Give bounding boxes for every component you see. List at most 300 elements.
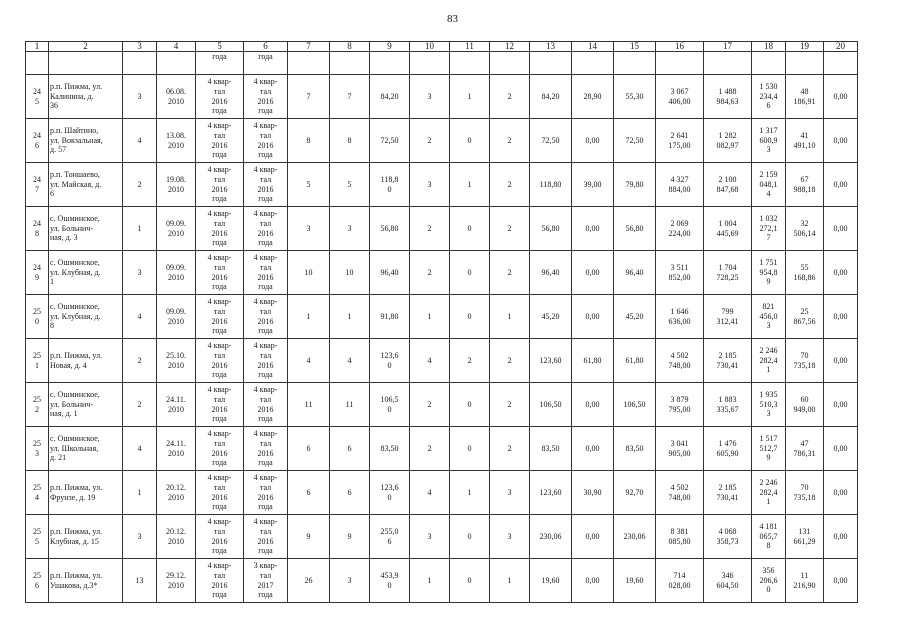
cell-c15: 83,50 <box>614 427 656 471</box>
cell-q2 <box>244 207 288 251</box>
cell-q2 <box>244 295 288 339</box>
cell-c17-line: 346 <box>721 570 734 580</box>
cell-date <box>157 207 196 251</box>
cell-c17-line: 730,41 <box>716 492 739 502</box>
cell-c17-line: 335,67 <box>716 404 739 414</box>
cell-no <box>26 427 49 471</box>
cell-date-line: 2010 <box>168 316 184 326</box>
column-number-cell: 8 <box>330 42 370 52</box>
cell-no <box>26 383 49 427</box>
cell-q1 <box>196 295 244 339</box>
cell-c17 <box>704 427 752 471</box>
cell-c17 <box>704 559 752 603</box>
cell-no-line: 25 <box>33 394 41 404</box>
cell-c18-line: 048,1 <box>759 179 778 189</box>
cell-date <box>157 515 196 559</box>
cell-c17-line: 984,63 <box>716 96 739 106</box>
cell-c16-line: 1 646 <box>670 306 689 316</box>
cell-c14: 28,90 <box>572 75 614 119</box>
cell-q1-line: 4 квар- <box>207 209 232 219</box>
cell-c18-line: 1 032 <box>759 214 778 224</box>
cell-q2-line: тал <box>259 482 272 492</box>
cell-c14: 61,80 <box>572 339 614 383</box>
cell-c17-line: 2 185 <box>718 350 737 360</box>
cell-c18-line: 4 181 <box>759 522 778 532</box>
cell-c7: 11 <box>288 383 330 427</box>
cell-q1-line: 4 квар- <box>207 165 232 175</box>
column-number-cell: 13 <box>530 42 572 52</box>
cell-c16 <box>656 295 704 339</box>
cell-c12: 2 <box>490 163 530 207</box>
empty-cell <box>26 52 49 75</box>
table-row <box>26 251 858 295</box>
cell-c9 <box>370 471 410 515</box>
cell-c10: 4 <box>410 471 450 515</box>
cell-no-line: 0 <box>35 316 39 326</box>
cell-q1-line: года <box>212 150 227 160</box>
cell-q2-line: 2016 <box>257 360 274 370</box>
cell-c7: 5 <box>288 163 330 207</box>
cell-c20: 0,00 <box>824 427 858 471</box>
cell-date <box>157 75 196 119</box>
cell-no-line: 25 <box>33 306 41 316</box>
cell-c15: 45,20 <box>614 295 656 339</box>
cell-c3: 1 <box>123 207 157 251</box>
column-number-cell: 6 <box>244 42 288 52</box>
cell-c15: 55,30 <box>614 75 656 119</box>
cell-c18-line: 282,4 <box>759 487 778 497</box>
cell-c17-line: 4 068 <box>718 526 737 536</box>
cell-addr-line: Ушакова, д.3* <box>50 580 98 590</box>
cell-c16 <box>656 163 704 207</box>
cell-c17 <box>704 471 752 515</box>
column-number-cell: 2 <box>49 42 123 52</box>
cell-c18-line: 9 <box>766 453 771 463</box>
cell-c18-line: 512,7 <box>759 443 778 453</box>
cell-c18-line: 1 317 <box>759 126 778 136</box>
cell-no <box>26 163 49 207</box>
cell-addr <box>49 75 123 119</box>
cell-addr-line: ная, д. 3 <box>50 233 78 243</box>
cell-c19-line: 168,86 <box>793 272 816 282</box>
cell-no-line: 25 <box>33 438 41 448</box>
cell-c16-line: 175,00 <box>668 140 691 150</box>
cell-c16-line: 4 502 <box>670 482 689 492</box>
cell-q1-line: 2016 <box>211 536 228 546</box>
cell-addr-line: ная, д. 1 <box>50 409 78 419</box>
cell-c18 <box>752 163 786 207</box>
cell-c16-line: 3 879 <box>670 394 689 404</box>
cell-c8: 8 <box>330 119 370 163</box>
cell-c16-line: 2 069 <box>670 218 689 228</box>
cell-q2-line: 2016 <box>257 272 274 282</box>
cell-c9 <box>370 515 410 559</box>
column-number-cell: 7 <box>288 42 330 52</box>
cell-q1-line: 4 квар- <box>207 341 232 351</box>
cell-c12: 2 <box>490 383 530 427</box>
cell-q1 <box>196 163 244 207</box>
cell-c9 <box>370 251 410 295</box>
cell-c18-line: 2 159 <box>759 170 778 180</box>
cell-q2-line: года <box>258 414 273 424</box>
cell-c20: 0,00 <box>824 119 858 163</box>
cell-q1-line: 4 квар- <box>207 385 232 395</box>
continuation-cell: года <box>244 52 288 75</box>
cell-q1-line: 4 квар- <box>207 77 232 87</box>
cell-no-line: 5 <box>35 96 39 106</box>
cell-q1-line: 4 квар- <box>207 561 232 571</box>
cell-q1-line: 2016 <box>211 360 228 370</box>
cell-q1-line: года <box>212 546 227 556</box>
cell-c10: 3 <box>410 163 450 207</box>
cell-c19-line: 41 <box>800 130 809 140</box>
cell-c9-line: 118,8 <box>380 174 399 184</box>
cell-c11: 1 <box>450 163 490 207</box>
cell-c20: 0,00 <box>824 75 858 119</box>
cell-c18 <box>752 427 786 471</box>
cell-c10: 2 <box>410 251 450 295</box>
cell-c19-line: 131 <box>798 526 811 536</box>
cell-c17-line: 312,41 <box>716 316 739 326</box>
cell-date-line: 2010 <box>168 404 184 414</box>
cell-c7: 1 <box>288 295 330 339</box>
cell-c16-line: 4 502 <box>670 350 689 360</box>
cell-c13: 123,60 <box>530 471 572 515</box>
cell-c13: 123,60 <box>530 339 572 383</box>
cell-c18-line: 272,1 <box>759 223 778 233</box>
cell-c19 <box>786 295 824 339</box>
cell-c18-line: 1 530 <box>759 82 778 92</box>
cell-q1 <box>196 471 244 515</box>
cell-c3: 3 <box>123 515 157 559</box>
cell-addr <box>49 471 123 515</box>
cell-c19-line: 735,18 <box>793 492 816 502</box>
cell-c16-line: 795,00 <box>668 404 691 414</box>
cell-q2-line: 4 квар- <box>253 473 278 483</box>
cell-c7: 8 <box>288 119 330 163</box>
cell-c9 <box>370 427 410 471</box>
cell-c18-line: 0 <box>766 585 771 595</box>
cell-no-line: 5 <box>35 536 39 546</box>
cell-c20: 0,00 <box>824 163 858 207</box>
cell-c19 <box>786 75 824 119</box>
cell-c8: 6 <box>330 471 370 515</box>
cell-c17-line: 445,69 <box>716 228 739 238</box>
cell-date <box>157 251 196 295</box>
cell-c8: 5 <box>330 163 370 207</box>
cell-c18 <box>752 383 786 427</box>
cell-c8: 1 <box>330 295 370 339</box>
cell-date <box>157 559 196 603</box>
cell-c3: 13 <box>123 559 157 603</box>
cell-c14: 0,00 <box>572 119 614 163</box>
cell-no <box>26 251 49 295</box>
cell-q1-line: года <box>212 502 227 512</box>
cell-q1-line: 4 квар- <box>207 121 232 131</box>
cell-date-line: 2010 <box>168 360 184 370</box>
cell-q2-line: 2016 <box>257 404 274 414</box>
cell-c16-line: 085,80 <box>668 536 691 546</box>
cell-c16-line: 3 067 <box>670 86 689 96</box>
cell-q1-line: года <box>212 282 227 292</box>
cell-date-line: 13.08. <box>166 130 186 140</box>
cell-q1-line: 2016 <box>211 404 228 414</box>
cell-q2-line: тал <box>259 130 272 140</box>
cell-c7: 6 <box>288 471 330 515</box>
cell-c9 <box>370 75 410 119</box>
cell-q2-line: тал <box>259 86 272 96</box>
cell-c19-line: 60 <box>800 394 809 404</box>
cell-q1-line: тал <box>213 262 226 272</box>
cell-c12: 2 <box>490 427 530 471</box>
cell-no-line: 24 <box>33 130 41 140</box>
cell-c18-line: 1 517 <box>759 434 778 444</box>
cell-no-line: 3 <box>35 448 39 458</box>
cell-q1 <box>196 75 244 119</box>
cell-c8: 3 <box>330 559 370 603</box>
cell-c7: 9 <box>288 515 330 559</box>
cell-addr <box>49 207 123 251</box>
cell-date-line: 20.12. <box>166 526 186 536</box>
cell-c13: 45,20 <box>530 295 572 339</box>
cell-addr-line: Новая, д. 4 <box>50 360 87 370</box>
cell-addr-line: ул. Майская, д. <box>50 179 102 189</box>
cell-c18-line: 510,3 <box>759 399 778 409</box>
empty-cell <box>786 52 824 75</box>
cell-c7: 26 <box>288 559 330 603</box>
cell-q1-line: года <box>212 194 227 204</box>
cell-q1-line: тал <box>213 570 226 580</box>
table-row <box>26 383 858 427</box>
cell-q2-line: года <box>258 326 273 336</box>
cell-date <box>157 295 196 339</box>
cell-c8: 3 <box>330 207 370 251</box>
cell-q2-line: года <box>258 458 273 468</box>
cell-c9-line: 106,5 <box>380 394 399 404</box>
cell-q1-line: 2016 <box>211 580 228 590</box>
cell-c15: 61,80 <box>614 339 656 383</box>
cell-addr <box>49 427 123 471</box>
cell-c9 <box>370 383 410 427</box>
cell-c13: 72,50 <box>530 119 572 163</box>
cell-q2-line: 2016 <box>257 536 274 546</box>
cell-c13: 83,50 <box>530 427 572 471</box>
cell-c18-line: 1 935 <box>759 390 778 400</box>
cell-c9-line: 255,0 <box>380 526 399 536</box>
cell-c18 <box>752 207 786 251</box>
cell-c9-line: 123,6 <box>380 350 399 360</box>
cell-c17-line: 082,97 <box>716 140 739 150</box>
cell-addr <box>49 559 123 603</box>
cell-c19-line: 491,10 <box>793 140 816 150</box>
column-number-cell: 1 <box>26 42 49 52</box>
cell-no <box>26 515 49 559</box>
cell-c14: 0,00 <box>572 427 614 471</box>
cell-q1-line: 4 квар- <box>207 297 232 307</box>
column-number-cell: 11 <box>450 42 490 52</box>
cell-c17-line: 1 883 <box>718 394 737 404</box>
cell-c10: 2 <box>410 427 450 471</box>
cell-c7: 3 <box>288 207 330 251</box>
column-number-cell: 17 <box>704 42 752 52</box>
cell-addr-line: ул. Больнич- <box>50 223 94 233</box>
cell-c11: 0 <box>450 383 490 427</box>
cell-c16-line: 4 327 <box>670 174 689 184</box>
cell-addr-line: р.п. Тоншаево, <box>50 170 100 180</box>
cell-c17-line: 1 488 <box>718 86 737 96</box>
cell-q2-line: 4 квар- <box>253 77 278 87</box>
cell-c19-line: 506,14 <box>793 228 816 238</box>
cell-addr-line: д. 21 <box>50 453 67 463</box>
cell-c16 <box>656 427 704 471</box>
cell-c20: 0,00 <box>824 383 858 427</box>
cell-no-line: 25 <box>33 350 41 360</box>
cell-c17 <box>704 163 752 207</box>
cell-c16 <box>656 119 704 163</box>
cell-c18-line: 954,8 <box>759 267 778 277</box>
empty-cell <box>410 52 450 75</box>
cell-c19-line: 70 <box>800 350 809 360</box>
cell-c16 <box>656 251 704 295</box>
cell-c15: 79,80 <box>614 163 656 207</box>
cell-addr-line: с. Ошминское, <box>50 390 100 400</box>
cell-c11: 0 <box>450 207 490 251</box>
cell-c18-line: 065,7 <box>759 531 778 541</box>
cell-q1-line: 2016 <box>211 140 228 150</box>
cell-date-line: 19.08. <box>166 174 186 184</box>
cell-q1-line: 2016 <box>211 184 228 194</box>
cell-q1 <box>196 251 244 295</box>
cell-q1 <box>196 339 244 383</box>
cell-c18-line: 1 751 <box>759 258 778 268</box>
cell-q2 <box>244 163 288 207</box>
cell-no-line: 7 <box>35 184 39 194</box>
cell-no <box>26 119 49 163</box>
cell-c9-line: 56,80 <box>380 223 399 233</box>
cell-q2-line: 2016 <box>257 140 274 150</box>
cell-q2-line: тал <box>259 174 272 184</box>
cell-c19 <box>786 383 824 427</box>
cell-c16-line: 748,00 <box>668 360 691 370</box>
cell-q1-line: 4 квар- <box>207 517 232 527</box>
cell-c15: 92,70 <box>614 471 656 515</box>
cell-c16-line: 406,00 <box>668 96 691 106</box>
cell-c17-line: 728,25 <box>716 272 739 282</box>
cell-c14: 0,00 <box>572 207 614 251</box>
cell-c19 <box>786 515 824 559</box>
cell-c16-line: 2 641 <box>670 130 689 140</box>
cell-q2-line: тал <box>259 526 272 536</box>
cell-q2-line: 4 квар- <box>253 341 278 351</box>
column-number-cell: 10 <box>410 42 450 52</box>
cell-c19 <box>786 119 824 163</box>
cell-c8: 7 <box>330 75 370 119</box>
cell-c9-line: 0 <box>387 184 392 194</box>
cell-q1-line: года <box>212 106 227 116</box>
cell-c20: 0,00 <box>824 471 858 515</box>
cell-c16 <box>656 383 704 427</box>
column-number-cell: 12 <box>490 42 530 52</box>
cell-q1-line: года <box>212 414 227 424</box>
cell-c14: 0,00 <box>572 295 614 339</box>
cell-q1-line: года <box>212 370 227 380</box>
cell-c10: 3 <box>410 75 450 119</box>
cell-c18 <box>752 295 786 339</box>
cell-q2-line: года <box>258 238 273 248</box>
cell-c18 <box>752 75 786 119</box>
cell-addr-line: 1 <box>50 277 54 287</box>
cell-q2-line: тал <box>259 438 272 448</box>
cell-date-line: 2010 <box>168 140 184 150</box>
empty-cell <box>614 52 656 75</box>
cell-addr-line: с. Ошминское, <box>50 258 100 268</box>
cell-q2-line: года <box>258 282 273 292</box>
cell-c3: 2 <box>123 339 157 383</box>
cell-addr-line: с. Ошминское, <box>50 302 100 312</box>
cell-c18-line: 456,0 <box>759 311 778 321</box>
cell-q1-line: тал <box>213 438 226 448</box>
empty-cell <box>49 52 123 75</box>
cell-date-line: 29.12. <box>166 570 186 580</box>
cell-no-line: 24 <box>33 86 41 96</box>
cell-c20: 0,00 <box>824 515 858 559</box>
cell-c19-line: 48 <box>800 86 809 96</box>
cell-c7: 10 <box>288 251 330 295</box>
continuation-cell: года <box>196 52 244 75</box>
cell-no-line: 2 <box>35 404 39 414</box>
cell-c9-line: 0 <box>387 580 392 590</box>
cell-q2-line: 2016 <box>257 492 274 502</box>
cell-c16 <box>656 75 704 119</box>
cell-c11: 1 <box>450 471 490 515</box>
cell-c16 <box>656 339 704 383</box>
cell-c13: 96,40 <box>530 251 572 295</box>
cell-addr-line: ул. Клубная, д. <box>50 311 101 321</box>
cell-q1-line: года <box>212 458 227 468</box>
cell-q1-line: 2016 <box>211 228 228 238</box>
cell-c3: 4 <box>123 119 157 163</box>
cell-c19-line: 988,18 <box>793 184 816 194</box>
cell-date-line: 25.10. <box>166 350 186 360</box>
housing-table <box>25 41 858 603</box>
cell-c18-line: 2 246 <box>759 346 778 356</box>
cell-c19-line: 867,56 <box>793 316 816 326</box>
cell-c18-line: 3 <box>766 321 771 331</box>
cell-c17 <box>704 207 752 251</box>
cell-c10: 2 <box>410 207 450 251</box>
cell-c9 <box>370 339 410 383</box>
column-number-cell: 18 <box>752 42 786 52</box>
cell-c18 <box>752 559 786 603</box>
cell-c9-line: 91,80 <box>380 311 399 321</box>
cell-c18-line: 600,9 <box>759 135 778 145</box>
cell-date-line: 24.11. <box>166 438 186 448</box>
cell-date-line: 06.08. <box>166 86 186 96</box>
cell-c16 <box>656 515 704 559</box>
cell-date <box>157 163 196 207</box>
cell-q2-line: тал <box>259 394 272 404</box>
cell-c8: 9 <box>330 515 370 559</box>
cell-c9 <box>370 559 410 603</box>
cell-q2-line: 3 квар- <box>253 561 278 571</box>
column-number-cell: 20 <box>824 42 858 52</box>
page-number: 83 <box>447 13 458 25</box>
cell-c17 <box>704 339 752 383</box>
cell-c15: 19,60 <box>614 559 656 603</box>
cell-c11: 0 <box>450 515 490 559</box>
cell-no-line: 25 <box>33 526 41 536</box>
cell-date-line: 2010 <box>168 184 184 194</box>
